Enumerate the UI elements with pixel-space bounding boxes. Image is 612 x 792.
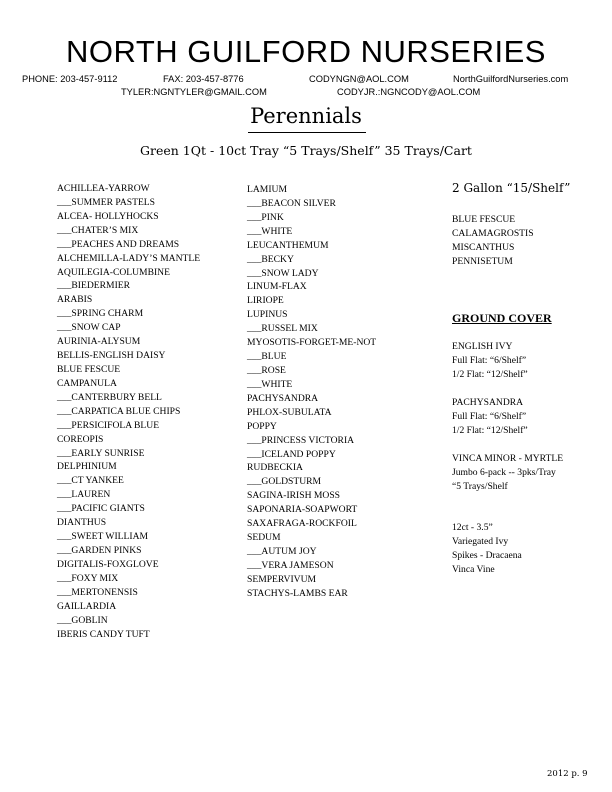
plant-list-item: ___MERTONENSIS [57,586,138,598]
fax-number: FAX: 203-457-8776 [163,74,244,84]
plant-list-item: LAMIUM [247,184,287,195]
plant-list-item: ___PEACHES AND DREAMS [57,238,180,250]
plant-list-item: ___WHITE [247,225,293,237]
pachysandra-heading: PACHYSANDRA [452,397,524,408]
plant-list-item: PHLOX-SUBULATA [247,406,332,418]
plant-list-item: AQUILEGIA-COLUMBINE [57,266,170,278]
plant-list-item: ALCEA- HOLLYHOCKS [57,210,159,222]
plant-list-item: CAMPANULA [57,377,117,389]
twelve-ct-item: Spikes - Dracaena [452,550,522,561]
vinca-shelf-info: “5 Trays/Shelf [452,481,508,492]
plant-list-column-2 [247,183,376,601]
plant-list-item: ___ROSE [247,364,286,376]
plant-list-item: ___SWEET WILLIAM [57,531,149,543]
ivy-half-flat: 1/2 Flat: “12/Shelf” [452,369,528,380]
plant-list-item: ___CARPATICA BLUE CHIPS [57,405,181,417]
company-title: NORTH GUILFORD NURSERIES [66,34,546,69]
plant-list-item: RUDBECKIA [247,462,303,474]
plant-list-item: ___WHITE [247,378,293,390]
plant-list-item: ___GARDEN PINKS [57,544,142,556]
plant-list-item: COREOPIS [57,433,104,445]
plant-list-item: ___BLUE [247,351,287,363]
plant-list-item: POPPY [247,420,277,432]
plant-list-item: ___PRINCESS VICTORIA [247,434,355,446]
vinca-pack-info: Jumbo 6-pack -- 3pks/Tray [452,467,556,478]
twelve-ct-heading: 12ct - 3.5” [452,522,493,533]
plant-list-item: ___SNOW CAP [57,322,121,334]
plant-list-item: LUPINUS [247,309,288,321]
plant-list-item: ___PERSICIFOLA BLUE [57,419,160,431]
plant-list-item: MYOSOTIS-FORGET-ME-NOT [247,337,377,349]
plant-list-item: LEUCANTHEMUM [247,239,329,251]
plant-list-item: ___CANTERBURY BELL [57,391,162,403]
plant-list-item: LIRIOPE [247,295,284,307]
plant-list-item: ___PINK [247,211,284,223]
plant-list-item: ___SPRING CHARM [57,308,144,320]
plant-list-item: ___EARLY SUNRISE [57,447,145,459]
plant-list-item: ARABIS [57,294,93,306]
plant-list-column-1 [57,182,200,641]
pachysandra-half-flat: 1/2 Flat: “12/Shelf” [452,425,528,436]
plant-list-item: LINUM-FLAX [247,281,307,293]
plant-list-item: AURINIA-ALYSUM [57,336,141,348]
plant-list-item: ___BIEDERMIER [57,280,131,292]
plant-list-item: SEMPERVIVUM [247,573,317,585]
plant-list-item: SAXAFRAGA-ROCKFOIL [247,518,357,530]
plant-list-item: ___SNOW LADY [247,267,319,279]
plant-list-item: ___GOLDSTURM [247,476,322,488]
vinca-heading: VINCA MINOR - MYRTLE [452,453,564,464]
twelve-ct-item: Variegated Ivy [452,536,509,547]
plant-list-item: BLUE FESCUE [57,363,121,375]
plant-list-item: ___BEACON SILVER [247,197,336,209]
two-gallon-item: MISCANTHUS [452,242,515,253]
plant-list-item: IBERIS CANDY TUFT [57,628,150,640]
plant-list-item: PACHYSANDRA [247,392,319,404]
plant-list-item: ___PACIFIC GIANTS [57,503,145,515]
plant-list-item: ALCHEMILLA-LADY’S MANTLE [57,252,201,264]
plant-list-item: ___FOXY MIX [57,572,119,584]
two-gallon-item: PENNISETUM [452,256,513,267]
two-gallon-item: CALAMAGROSTIS [452,228,534,239]
plant-list-item: ___VERA JAMESON [247,559,334,571]
plant-list-item: STACHYS-LAMBS EAR [247,587,348,599]
plant-list-item: ___BECKY [247,253,294,265]
section-subtitle: Green 1Qt - 10ct Tray “5 Trays/Shelf” 35 Trays/Cart [140,143,472,158]
plant-list-item: DIGITALIS-FOXGLOVE [57,558,159,570]
two-gallon-item: BLUE FESCUE [452,214,516,225]
plant-list-item: DELPHINIUM [57,461,117,473]
plant-list-item: ___RUSSEL MIX [247,323,318,335]
phone-number: PHONE: 203-457-9112 [22,74,118,84]
pachysandra-full-flat: Full Flat: “6/Shelf” [452,411,527,422]
plant-list-item: GAILLARDIA [57,600,117,612]
plant-list-item: ___SUMMER PASTELS [57,196,156,208]
plant-list-item: ___AUTUM JOY [247,545,317,557]
plant-list-item: ACHILLEA-YARROW [57,183,150,194]
section-title: Perennials [250,104,362,128]
plant-list-item: ___CT YANKEE [57,475,124,487]
plant-list-item: DIANTHUS [57,517,107,529]
email-codyjr: CODYJR.:NGNCODY@AOL.COM [337,87,481,97]
twelve-ct-item: Vinca Vine [452,564,495,575]
plant-list-item: ___CHATER’S MIX [57,224,139,236]
plant-list-item: SEDUM [247,532,281,544]
ivy-heading: ENGLISH IVY [452,341,513,352]
ivy-full-flat: Full Flat: “6/Shelf” [452,355,527,366]
page-footer: 2012 p. 9 [547,769,588,779]
plant-list-item: SAPONARIA-SOAPWORT [247,504,358,516]
plant-list-item: SAGINA-IRISH MOSS [247,490,341,502]
email-cody: CODYNGN@AOL.COM [309,74,409,84]
website-link: NorthGuilfordNurseries.com [453,74,569,84]
plant-list-item: ___LAUREN [57,489,111,501]
plant-list-item: ___ICELAND POPPY [247,448,336,460]
plant-list-item: ___GOBLIN [57,614,108,626]
email-tyler: TYLER:NGNTYLER@GMAIL.COM [121,87,267,97]
ground-cover-heading: GROUND COVER [452,311,552,325]
plant-list-item: BELLIS-ENGLISH DAISY [57,350,166,362]
title-underline [248,132,366,133]
two-gallon-heading: 2 Gallon “15/Shelf” [452,181,571,195]
